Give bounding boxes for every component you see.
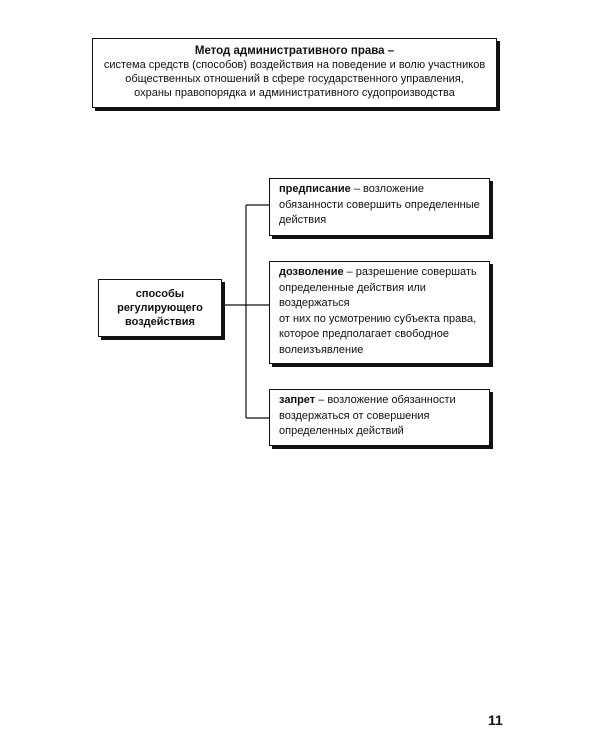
item-text: – возложение обязанности [315, 394, 456, 406]
methods-line: воздействия [125, 316, 195, 328]
item-text: обязанности совершить определенные [279, 198, 480, 211]
item-box-prohibition [269, 389, 490, 446]
methods-line: регулирующего [117, 302, 203, 314]
item-text: волеизъявление [279, 343, 364, 356]
definition-line: система средств (способов) воздействия на поведение и волю участников [103, 59, 486, 71]
item-text: от них по усмотрению субъекта права, [279, 312, 477, 325]
methods-line: способы [135, 288, 185, 300]
item-text: определенные действия или воздержаться [279, 281, 426, 309]
definition-line: общественных отношений в сфере государственного управления, [125, 73, 464, 85]
item-term: дозволение [279, 266, 344, 278]
item-text: – разрешение совершать [343, 266, 477, 278]
item-term: предписание [279, 183, 351, 195]
item-box-prescription [269, 178, 490, 236]
definition-line: охраны правопорядка и административного судопроизводства [134, 87, 455, 99]
item-text: определенных действий [279, 425, 404, 437]
item-text: – возложение [350, 183, 424, 195]
item-box-permission [269, 261, 490, 364]
item-text: которое предполагает свободное [279, 328, 449, 340]
item-text: воздержаться от совершения [279, 409, 430, 422]
methods-box [98, 279, 222, 337]
item-text: действия [279, 214, 327, 226]
item-term: запрет [279, 394, 316, 406]
definition-title: Метод административного права – [194, 45, 395, 57]
page-number: 11 [488, 712, 503, 728]
